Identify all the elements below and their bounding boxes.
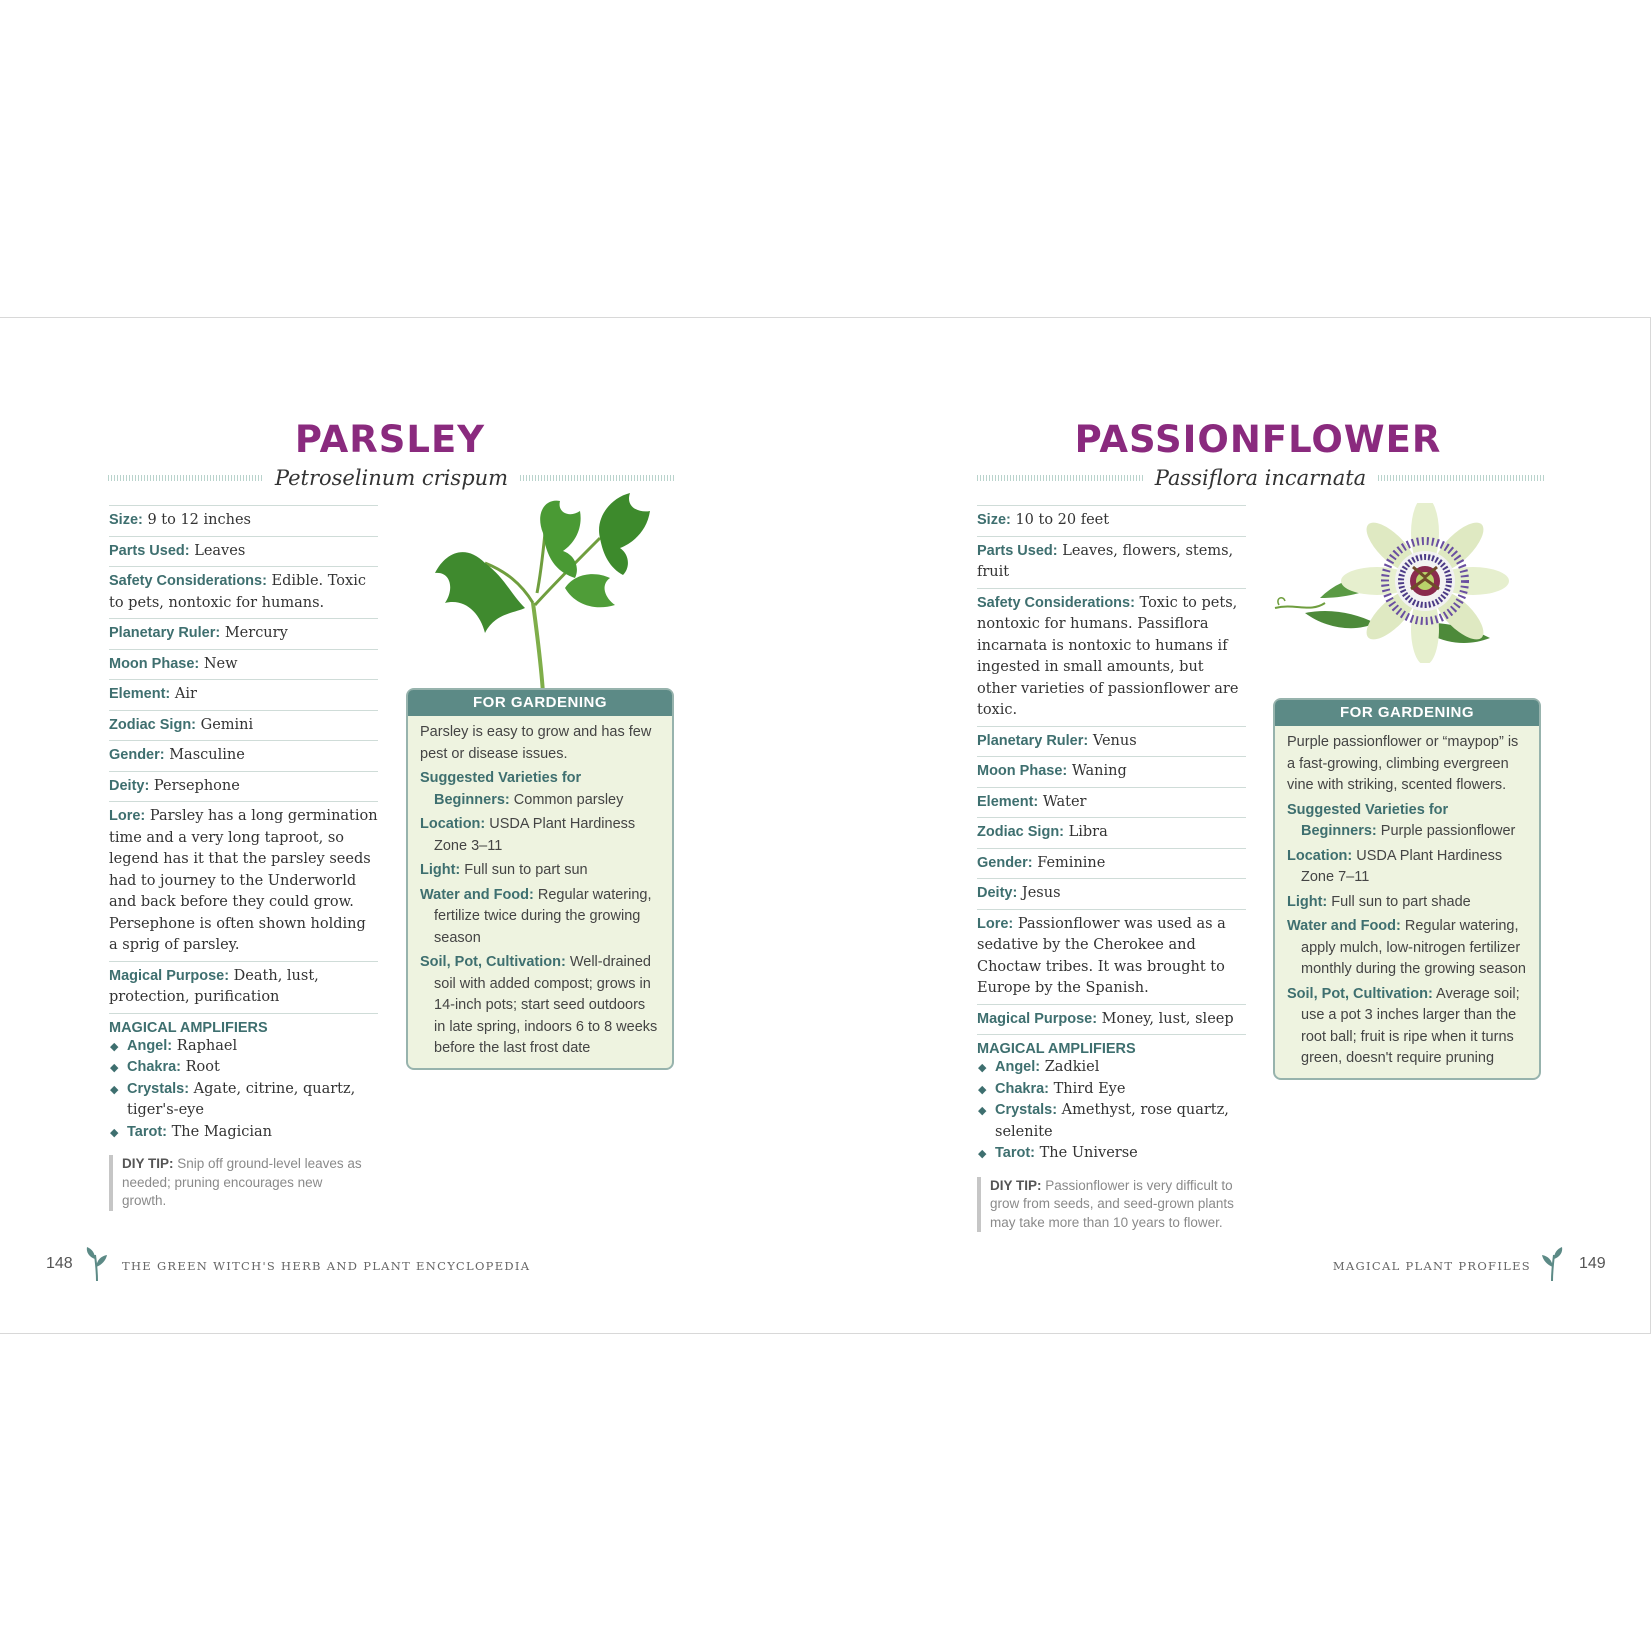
fact-size: Size: 10 to 20 feet bbox=[977, 505, 1246, 536]
gardening-intro: Purple passionflower or “maypop” is a fast-growing, climbing evergreen vine with striking, scented flowers. bbox=[1287, 734, 1519, 793]
gardening-location: Location: USDA Plant Hardiness Zone 7–11 bbox=[1287, 847, 1503, 885]
gardening-light: Light: Full sun to part shade bbox=[1287, 893, 1471, 910]
fact-gender: Gender: Feminine bbox=[977, 848, 1246, 879]
parsley-plant-image bbox=[425, 493, 655, 693]
divider-line bbox=[520, 475, 675, 481]
fact-element: Element: Water bbox=[977, 787, 1246, 818]
fact-planetary-ruler: Planetary Ruler: Venus bbox=[977, 726, 1246, 757]
gardening-location: Location: USDA Plant Hardiness Zone 3–11 bbox=[420, 816, 636, 854]
book-spread bbox=[0, 317, 1651, 1334]
diamond-bullet-icon: ◆ bbox=[978, 1104, 987, 1117]
fact-deity: Deity: Persephone bbox=[109, 771, 378, 802]
fact-size: Size: 9 to 12 inches bbox=[109, 505, 378, 536]
plant-title: PASSIONFLOWER bbox=[1074, 418, 1442, 461]
amplifier-crystals: ◆ Crystals: Amethyst, rose quartz, selenite bbox=[978, 1102, 1229, 1140]
gardening-light: Light: Full sun to part sun bbox=[420, 862, 588, 878]
sprig-icon bbox=[1540, 1247, 1564, 1281]
diamond-bullet-icon: ◆ bbox=[110, 1082, 119, 1096]
scientific-name: Passiflora incarnata bbox=[1154, 466, 1367, 490]
amplifiers-heading: MAGICAL AMPLIFIERS bbox=[109, 1013, 378, 1036]
amplifier-tarot: ◆ Tarot: The Magician bbox=[109, 1122, 378, 1144]
gardening-varieties: Suggested Varieties for Beginners: Purple passionflower bbox=[1287, 801, 1516, 839]
scientific-name-row bbox=[977, 464, 1544, 492]
diy-tip: DIY TIP: Passionflower is very difficult to grow from seeds, and seed-grown plants may take more than 10 years to flower. bbox=[977, 1177, 1235, 1233]
scientific-name: Petroselinum crispum bbox=[274, 466, 509, 490]
diamond-bullet-icon: ◆ bbox=[110, 1061, 119, 1074]
divider-line bbox=[977, 475, 1143, 481]
fact-magical-purpose: Magical Purpose: Death, lust, protection, purification bbox=[109, 961, 378, 1013]
diy-tip: DIY TIP: Snip off ground-level leaves as needed; pruning encourages new growth. bbox=[109, 1155, 362, 1211]
diamond-bullet-icon: ◆ bbox=[110, 1125, 119, 1139]
fact-element: Element: Air bbox=[109, 679, 378, 710]
gardening-box bbox=[1273, 698, 1541, 1080]
amplifier-angel: ◆ Angel: Raphael bbox=[109, 1036, 378, 1058]
gardening-soil: Soil, Pot, Cultivation: Well-drained soil with added compost; grows in 14-inch pots; start seed outdoors in late spring, indoors 6 to 8 weeks before the last frost date bbox=[420, 954, 658, 1056]
gardening-soil: Soil, Pot, Cultivation: Average soil; use a pot 3 inches larger than the root ball; fruit is ripe when it turns green, doesn't require pruning bbox=[1287, 985, 1520, 1066]
fact-magical-purpose: Magical Purpose: Money, lust, sleep bbox=[977, 1004, 1246, 1035]
divider-line bbox=[108, 475, 263, 481]
fact-zodiac: Zodiac Sign: Gemini bbox=[109, 710, 378, 741]
sprig-icon bbox=[85, 1247, 109, 1281]
diamond-bullet-icon: ◆ bbox=[978, 1061, 987, 1074]
amplifier-crystals: ◆ Crystals: Agate, citrine, quartz, tiger's-eye bbox=[110, 1080, 356, 1118]
running-head: MAGICAL PLANT PROFILES bbox=[1332, 1259, 1531, 1273]
fact-moon-phase: Moon Phase: New bbox=[109, 649, 378, 680]
fact-lore: Lore: Passionflower was used as a sedative by the Cherokee and Choctaw tribes. It was brought to Europe by the Spanish. bbox=[977, 909, 1246, 1004]
amplifiers-heading: MAGICAL AMPLIFIERS bbox=[977, 1034, 1246, 1057]
gardening-water-food: Water and Food: Regular watering, apply mulch, low-nitrogen fertilizer monthly during the growing season bbox=[1287, 918, 1526, 977]
left-page bbox=[0, 318, 826, 1333]
fact-parts-used: Parts Used: Leaves, flowers, stems, fruit bbox=[977, 536, 1246, 588]
amplifier-chakra: ◆ Chakra: Third Eye bbox=[977, 1079, 1246, 1101]
gardening-box-body bbox=[408, 716, 672, 1068]
fact-planetary-ruler: Planetary Ruler: Mercury bbox=[109, 618, 378, 649]
running-head: THE GREEN WITCH'S HERB AND PLANT ENCYCLOPEDIA bbox=[122, 1259, 531, 1273]
fact-gender: Gender: Masculine bbox=[109, 740, 378, 771]
fact-parts-used: Parts Used: Leaves bbox=[109, 536, 378, 567]
gardening-varieties: Suggested Varieties for Beginners: Common parsley bbox=[420, 770, 624, 808]
amplifier-angel: ◆ Angel: Zadkiel bbox=[977, 1057, 1246, 1079]
gardening-box bbox=[406, 688, 674, 1070]
fact-list bbox=[977, 505, 1246, 1232]
right-page bbox=[825, 318, 1651, 1333]
plant-title: PARSLEY bbox=[294, 418, 486, 461]
gardening-box-body bbox=[1275, 726, 1539, 1078]
amplifier-chakra: ◆ Chakra: Root bbox=[109, 1057, 378, 1079]
diamond-bullet-icon: ◆ bbox=[978, 1082, 987, 1096]
gardening-water-food: Water and Food: Regular watering, fertilize twice during the growing season bbox=[420, 886, 652, 946]
divider-line bbox=[1378, 475, 1544, 481]
fact-moon-phase: Moon Phase: Waning bbox=[977, 756, 1246, 787]
page-number: 148 bbox=[46, 1255, 73, 1272]
diamond-bullet-icon: ◆ bbox=[978, 1147, 987, 1160]
fact-lore: Lore: Parsley has a long germination time and a very long taproot, so legend has it that the parsley seeds had to journey to the Underworld and back before they could grow. Persephone is often shown holding a sprig of parsley. bbox=[109, 801, 378, 961]
fact-safety: Safety Considerations: Toxic to pets, nontoxic for humans. Passiflora incarnata is nontoxic to humans if ingested in small amounts, but other varieties of passionflower are toxic. bbox=[977, 588, 1246, 726]
fact-safety: Safety Considerations: Edible. Toxic to pets, nontoxic for humans. bbox=[109, 566, 378, 618]
gardening-intro: Parsley is easy to grow and has few pest or disease issues. bbox=[420, 724, 652, 762]
diamond-bullet-icon: ◆ bbox=[110, 1039, 119, 1053]
fact-list bbox=[109, 505, 378, 1211]
gardening-box-header: FOR GARDENING bbox=[1275, 700, 1539, 726]
fact-zodiac: Zodiac Sign: Libra bbox=[977, 817, 1246, 848]
fact-deity: Deity: Jesus bbox=[977, 878, 1246, 909]
passionflower-image bbox=[1265, 503, 1525, 663]
page-number: 149 bbox=[1579, 1255, 1606, 1272]
scientific-name-row bbox=[108, 464, 675, 492]
gardening-box-header: FOR GARDENING bbox=[408, 690, 672, 716]
amplifier-tarot: ◆ Tarot: The Universe bbox=[977, 1143, 1246, 1165]
